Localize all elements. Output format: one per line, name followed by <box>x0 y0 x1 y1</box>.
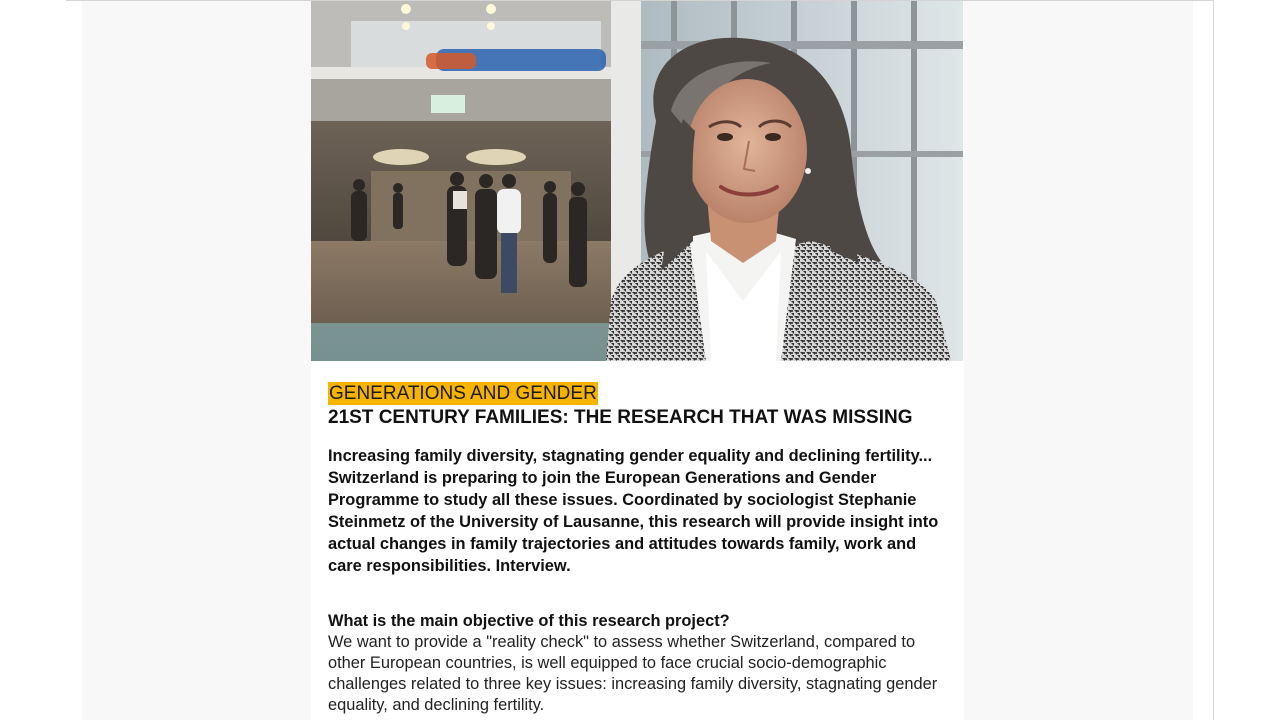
interview-answer: We want to provide a "reality check" to assess whether Switzerland, compared to other European countries, is well equipped to face crucial socio-demographic challenges related to three key issues: increasing family diversity, stagnating gender equality, and declining fertility. <box>328 633 938 714</box>
hero-image <box>311 1 963 361</box>
article-container <box>311 1 964 720</box>
interview-question: What is the main objective of this research project? <box>328 612 730 630</box>
category-tag[interactable]: GENERATIONS AND GENDER <box>329 383 597 404</box>
article-lead: Increasing family diversity, stagnating gender equality and declining fertility... Switzerland is preparing to join the European Generations and Gender Programme to study all these issues. Coordinated by sociologist Stephanie Steinmetz of the University of Lausanne, this research will provide insight into actual changes in family trajectories and attitudes towards family, work and care responsibilities. Interview. <box>328 447 939 575</box>
article-headline: 21ST CENTURY FAMILIES: THE RESEARCH THAT WAS MISSING <box>328 407 913 428</box>
page-right-border <box>1213 0 1214 720</box>
article-body <box>328 382 948 716</box>
